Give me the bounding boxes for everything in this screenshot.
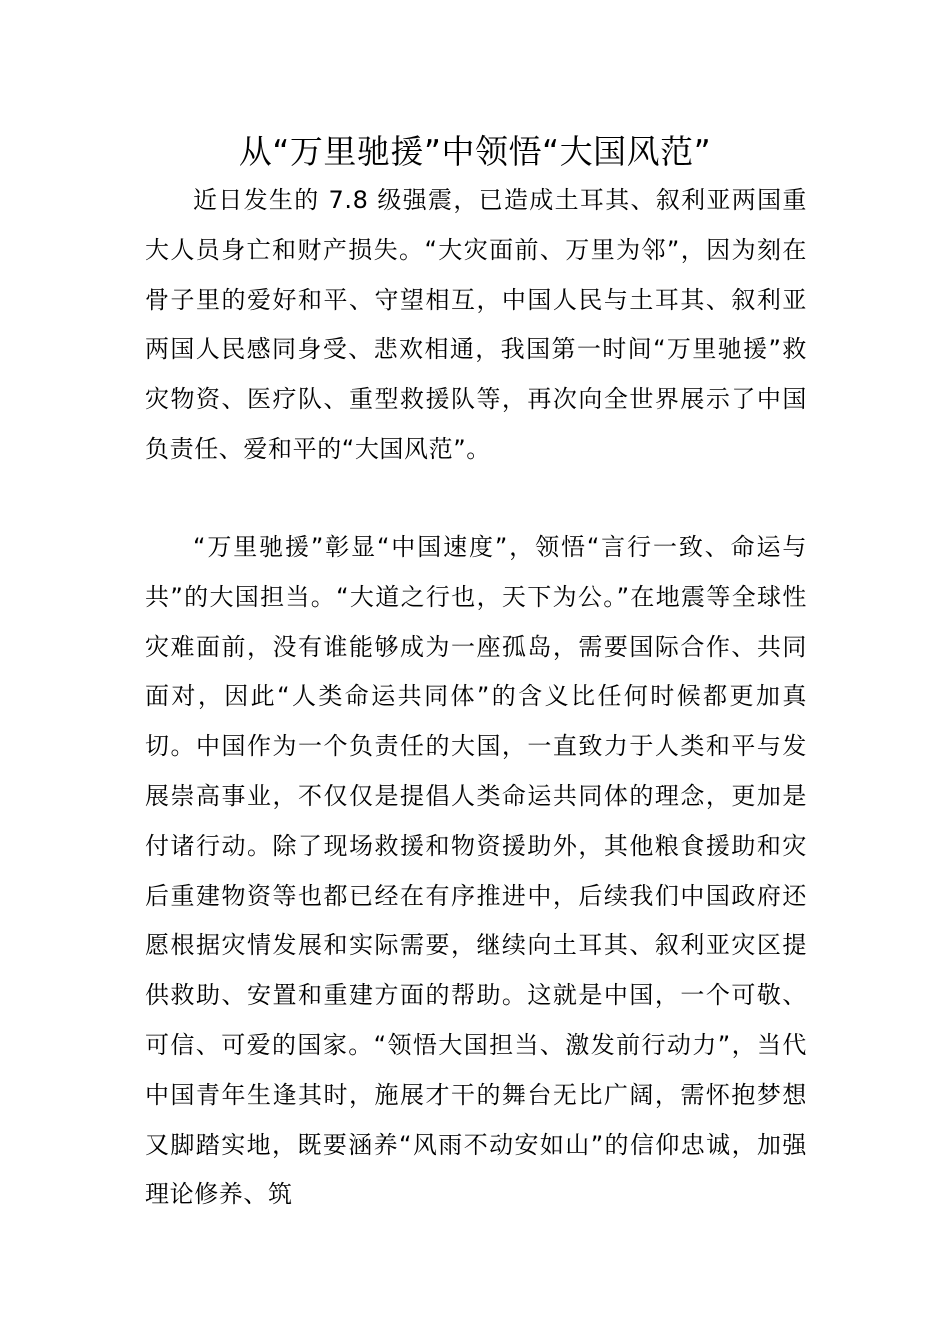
paragraph-2: “万里驰援”彰显“中国速度”，领悟“言行一致、命运与共”的大国担当。“大道之行也，天下为公。”在地震等全球性灾难面前，没有谁能够成为一座孤岛，需要国际合作、共同面对，因此“人类命运共同体”的含义比任何时候都更加真切。中国作为一个负责任的大国，一直致力于人类和平与发展崇高事业，不仅仅是提倡人类命运共同体的理念，更加是付诸行动。除了现场救援和物资援助外，其他粮食援助和灾后重建物资等也都已经在有序推进中，后续我们中国政府还愿根据灾情发展和实际需要，继续向土耳其、叙利亚灾区提供救助、安置和重建方面的帮助。这就是中国，一个可敬、可信、可爱的国家。“领悟大国担当、激发前行动力”，当代中国青年生逢其时，施展才干的舞台无比广阔，需怀抱梦想又脚踏实地，既要涵养“风雨不动安如山”的信仰忠诚，加强理论修养、筑 <box>145 533 807 1209</box>
document-title: 从“万里驰援”中领悟“大国风范” <box>238 132 712 171</box>
paragraph-1: 近日发生的 7.8 级强震，已造成土耳其、叙利亚两国重大人员身亡和财产损失。“大灾面前、万里为邻”，因为刻在骨子里的爱好和平、守望相互，中国人民与土耳其、叙利亚两国人民感同身受、悲欢相通，我国第一时间“万里驰援”救灾物资、医疗队、重型救援队等，再次向全世界展示了中国负责任、爱和平的“大国风范”。 <box>145 186 807 463</box>
